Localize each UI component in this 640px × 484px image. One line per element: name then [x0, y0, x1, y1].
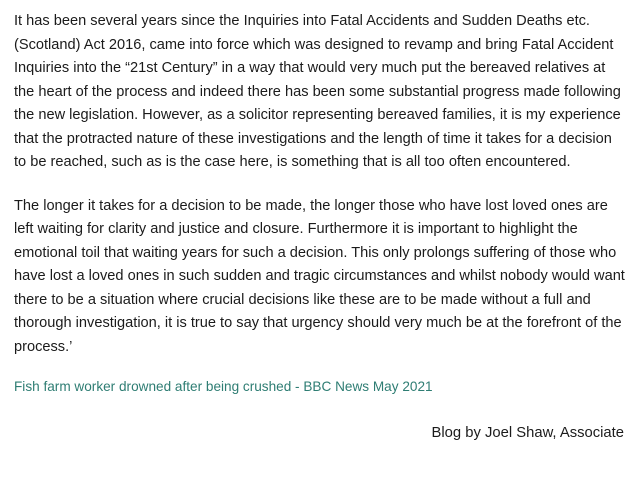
paragraph-1: It has been several years since the Inquiries into Fatal Accidents and Sudden Deaths etc. (Scotland) Act 2016, came into force which was designed to revamp and bring Fatal Accident Inquiries into the “21st Century” in a way that would very much put the bereaved relatives at the heart of the process and indeed there has been some substantial progress made following the new legislation. However, as a solicitor representing bereaved families, it is my experience that the protracted nature of these investigations and the length of time it takes for a decision to be reached, such as is the case here, is something that is all too often encountered. [14, 13, 621, 170]
article-link[interactable]: Fish farm worker drowned after being crushed - BBC News May 2021 [14, 379, 433, 394]
article-link-container [14, 377, 626, 397]
byline: Blog by Joel Shaw, Associate [431, 425, 624, 441]
paragraph-2: The longer it takes for a decision to be made, the longer those who have lost loved ones are left waiting for clarity and justice and closure. Furthermore it is important to highlight the emotional toil that waiting years for such a decision. This only prolongs suffering of those who have lost a loved ones in such sudden and tragic circumstances and whilst nobody would want there to be a situation where crucial decisions like these are to be made without a full and thorough investigation, it is true to say that urgency should very much be at the forefront of the process.’ [14, 197, 625, 355]
